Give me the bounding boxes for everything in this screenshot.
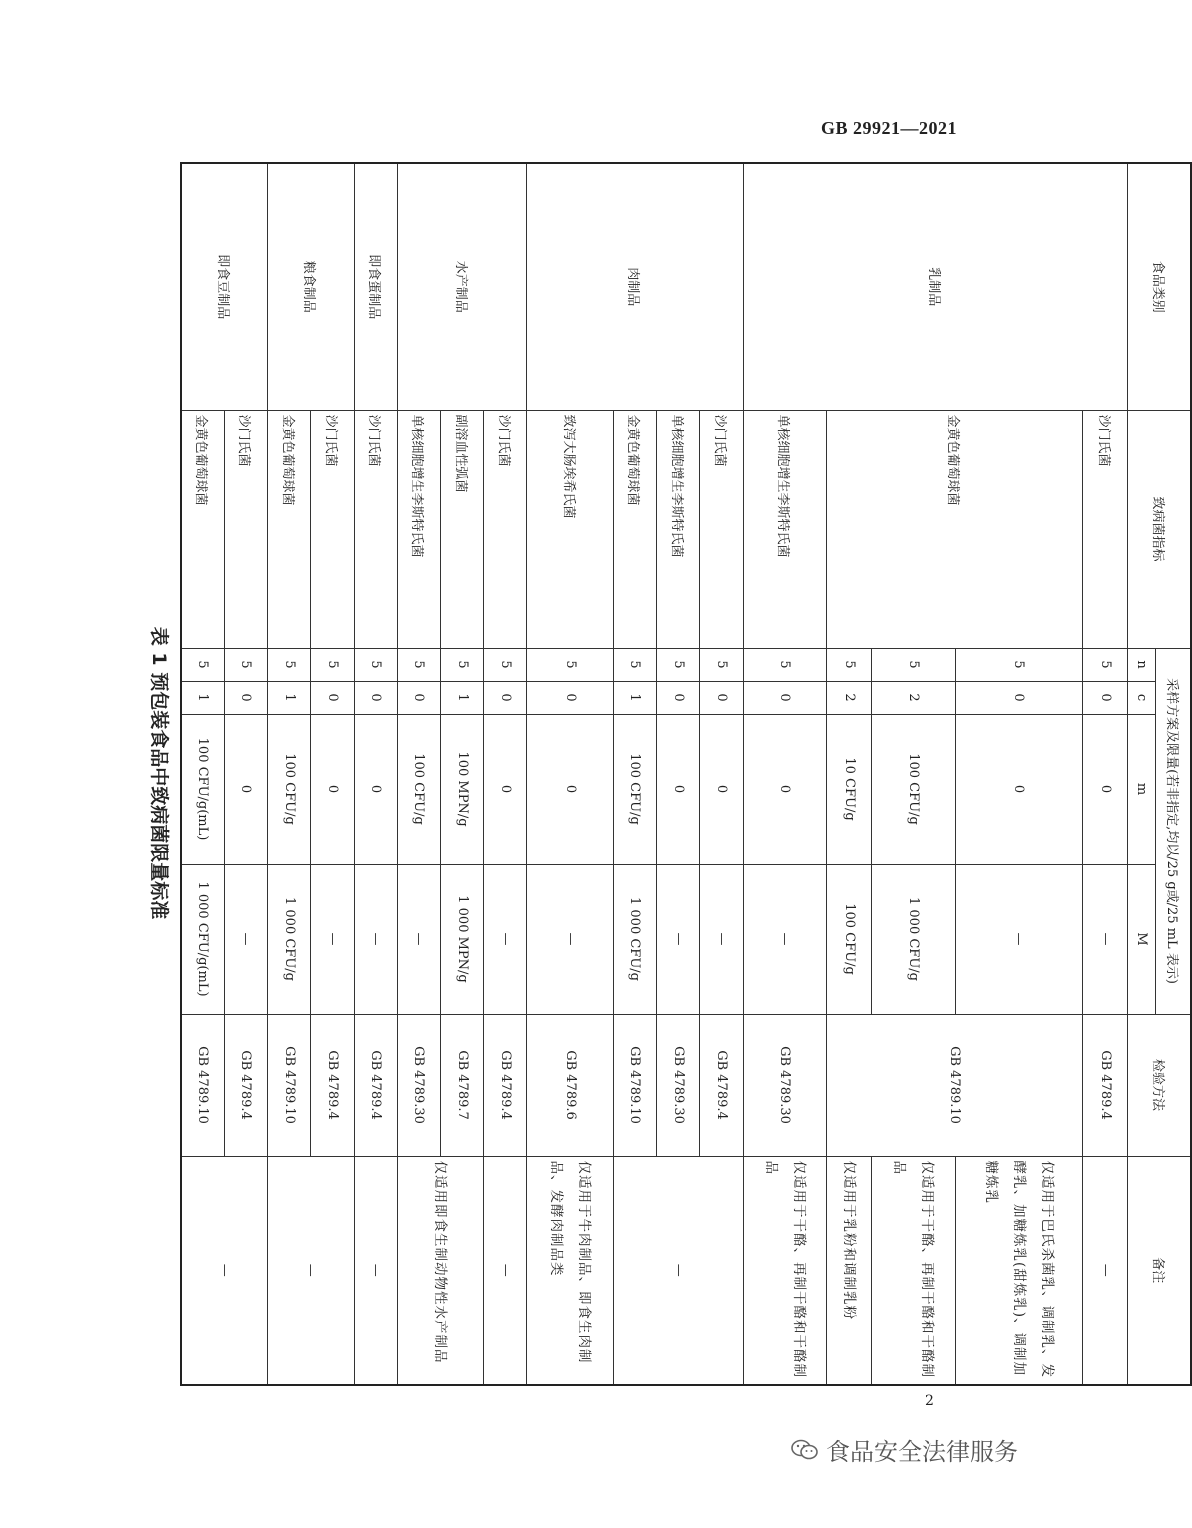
cell-method: GB 4789.4 xyxy=(484,1014,527,1156)
table-row xyxy=(224,163,267,1385)
cell-c: 0 xyxy=(311,681,354,714)
cell-pathogen: 金黄色葡萄球菌 xyxy=(268,410,311,648)
cell-n: 5 xyxy=(613,648,656,681)
cell-c: 0 xyxy=(527,681,613,714)
cell-M: — xyxy=(527,864,613,1014)
cell-m: 0 xyxy=(484,714,527,864)
cell-note: 仅适用于干酪、再制干酪和干酪制品 xyxy=(871,1156,955,1385)
cell-method: GB 4789.4 xyxy=(354,1014,397,1156)
cell-pathogen: 单核细胞增生李斯特氏菌 xyxy=(657,410,700,648)
pathogen-limits-table xyxy=(180,162,1192,1386)
cell-M: — xyxy=(1082,864,1128,1014)
table-row xyxy=(311,163,354,1385)
cell-m: 0 xyxy=(743,714,827,864)
cell-method: GB 4789.30 xyxy=(743,1014,827,1156)
cell-pathogen: 沙门氏菌 xyxy=(311,410,354,648)
cell-c: 0 xyxy=(955,681,1082,714)
page-number: 2 xyxy=(925,1393,934,1409)
header-n: n xyxy=(1128,648,1156,681)
header-M: M xyxy=(1128,864,1156,1014)
cell-note: 仅适用即食生制动物性水产制品 xyxy=(397,1156,483,1385)
cell-category: 即食蛋制品 xyxy=(354,163,397,410)
cell-M: 1 000 CFU/g xyxy=(268,864,311,1014)
cell-note: — xyxy=(268,1156,354,1385)
cell-M: 1 000 CFU/g xyxy=(613,864,656,1014)
cell-c: 0 xyxy=(397,681,440,714)
cell-m: 0 xyxy=(1082,714,1128,864)
cell-method: GB 4789.6 xyxy=(527,1014,613,1156)
cell-m: 0 xyxy=(527,714,613,864)
cell-method: GB 4789.10 xyxy=(827,1014,1082,1156)
cell-m: 0 xyxy=(224,714,267,864)
cell-M: — xyxy=(311,864,354,1014)
cell-m: 100 CFU/g xyxy=(268,714,311,864)
cell-n: 5 xyxy=(871,648,955,681)
cell-method: GB 4789.4 xyxy=(311,1014,354,1156)
cell-pathogen: 单核细胞增生李斯特氏菌 xyxy=(743,410,827,648)
cell-m: 0 xyxy=(700,714,743,864)
header-method: 检验方法 xyxy=(1128,1014,1191,1156)
cell-n: 5 xyxy=(440,648,483,681)
header-c: c xyxy=(1128,681,1156,714)
cell-m: 0 xyxy=(354,714,397,864)
cell-c: 1 xyxy=(181,681,224,714)
cell-note: — xyxy=(354,1156,397,1385)
cell-method: GB 4789.30 xyxy=(657,1014,700,1156)
cell-m: 0 xyxy=(311,714,354,864)
cell-c: 1 xyxy=(268,681,311,714)
cell-note: — xyxy=(181,1156,268,1385)
cell-pathogen: 金黄色葡萄球菌 xyxy=(827,410,1082,648)
watermark-text: 食品安全法律服务 xyxy=(826,1438,1018,1466)
cell-note: 仅适用于乳粉和调制乳粉 xyxy=(827,1156,872,1385)
cell-m: 0 xyxy=(955,714,1082,864)
cell-category: 水产制品 xyxy=(397,163,527,410)
cell-m: 100 CFU/g xyxy=(397,714,440,864)
cell-m: 0 xyxy=(657,714,700,864)
cell-category: 粮食制品 xyxy=(268,163,354,410)
cell-note: 仅适用于巴氏杀菌乳、调制乳、发酵乳、加糖炼乳(甜炼乳)、调制加糖炼乳 xyxy=(955,1156,1082,1385)
cell-c: 2 xyxy=(871,681,955,714)
cell-pathogen: 沙门氏菌 xyxy=(224,410,267,648)
cell-pathogen: 单核细胞增生李斯特氏菌 xyxy=(397,410,440,648)
cell-m: 100 CFU/g xyxy=(871,714,955,864)
watermark xyxy=(790,1432,1018,1467)
cell-n: 5 xyxy=(527,648,613,681)
cell-c: 0 xyxy=(657,681,700,714)
cell-c: 1 xyxy=(440,681,483,714)
rotated-table-block xyxy=(120,162,1192,1384)
cell-n: 5 xyxy=(1082,648,1128,681)
cell-M: — xyxy=(354,864,397,1014)
cell-n: 5 xyxy=(181,648,224,681)
cell-pathogen: 沙门氏菌 xyxy=(700,410,743,648)
cell-method: GB 4789.4 xyxy=(224,1014,267,1156)
cell-M: — xyxy=(700,864,743,1014)
table-row xyxy=(1082,163,1128,1385)
cell-method: GB 4789.30 xyxy=(397,1014,440,1156)
cell-n: 5 xyxy=(743,648,827,681)
cell-pathogen: 致泻大肠埃希氏菌 xyxy=(527,410,613,648)
cell-method: GB 4789.10 xyxy=(181,1014,224,1156)
cell-n: 5 xyxy=(827,648,872,681)
header-m: m xyxy=(1128,714,1156,864)
cell-M: — xyxy=(743,864,827,1014)
cell-category: 即食豆制品 xyxy=(181,163,268,410)
cell-n: 5 xyxy=(268,648,311,681)
cell-note: — xyxy=(484,1156,527,1385)
standard-code: GB 29921—2021 xyxy=(820,118,957,138)
cell-m: 100 MPN/g xyxy=(440,714,483,864)
cell-c: 0 xyxy=(354,681,397,714)
cell-m: 100 CFU/g xyxy=(613,714,656,864)
table-row xyxy=(700,163,743,1385)
cell-M: — xyxy=(224,864,267,1014)
header-pathogen: 致病菌指标 xyxy=(1128,410,1191,648)
cell-c: 1 xyxy=(613,681,656,714)
cell-note: 仅适用于牛肉制品、即食生肉制品、发酵肉制品类 xyxy=(527,1156,613,1385)
cell-M: 1 000 MPN/g xyxy=(440,864,483,1014)
table-row xyxy=(354,163,397,1385)
cell-category: 乳制品 xyxy=(743,163,1128,410)
cell-n: 5 xyxy=(657,648,700,681)
cell-m: 10 CFU/g xyxy=(827,714,872,864)
cell-pathogen: 沙门氏菌 xyxy=(354,410,397,648)
cell-c: 2 xyxy=(827,681,872,714)
cell-c: 0 xyxy=(700,681,743,714)
cell-pathogen: 金黄色葡萄球菌 xyxy=(613,410,656,648)
cell-M: — xyxy=(955,864,1082,1014)
header-sampling-plan: 采样方案及限量(若非指定,均以/25 g或/25 mL 表示) xyxy=(1156,648,1191,1014)
table-row xyxy=(484,163,527,1385)
cell-note: 仅适用于干酪、再制干酪和干酪制品 xyxy=(743,1156,827,1385)
cell-method: GB 4789.7 xyxy=(440,1014,483,1156)
cell-n: 5 xyxy=(311,648,354,681)
cell-M: — xyxy=(397,864,440,1014)
cell-m: 100 CFU/g(mL) xyxy=(181,714,224,864)
cell-c: 0 xyxy=(224,681,267,714)
cell-n: 5 xyxy=(224,648,267,681)
cell-method: GB 4789.10 xyxy=(268,1014,311,1156)
cell-method: GB 4789.4 xyxy=(1082,1014,1128,1156)
cell-pathogen: 金黄色葡萄球菌 xyxy=(181,410,224,648)
cell-method: GB 4789.4 xyxy=(700,1014,743,1156)
cell-M: 100 CFU/g xyxy=(827,864,872,1014)
cell-pathogen: 沙门氏菌 xyxy=(484,410,527,648)
cell-c: 0 xyxy=(1082,681,1128,714)
cell-c: 0 xyxy=(743,681,827,714)
header-food-category: 食品类别 xyxy=(1128,163,1191,410)
cell-M: — xyxy=(484,864,527,1014)
cell-category: 肉制品 xyxy=(527,163,743,410)
wechat-icon xyxy=(790,1438,820,1462)
header-remarks: 备注 xyxy=(1128,1156,1191,1385)
cell-method: GB 4789.10 xyxy=(613,1014,656,1156)
cell-n: 5 xyxy=(397,648,440,681)
cell-n: 5 xyxy=(955,648,1082,681)
cell-c: 0 xyxy=(484,681,527,714)
cell-pathogen: 沙门氏菌 xyxy=(1082,410,1128,648)
cell-n: 5 xyxy=(354,648,397,681)
cell-M: — xyxy=(657,864,700,1014)
cell-note: — xyxy=(1082,1156,1128,1385)
cell-note: — xyxy=(613,1156,743,1385)
cell-M: 1 000 CFU/g(mL) xyxy=(181,864,224,1014)
cell-M: 1 000 CFU/g xyxy=(871,864,955,1014)
table-title: 表 1 预包装食品中致病菌限量标准 xyxy=(148,626,170,920)
cell-n: 5 xyxy=(484,648,527,681)
cell-n: 5 xyxy=(700,648,743,681)
cell-pathogen: 副溶血性弧菌 xyxy=(440,410,483,648)
